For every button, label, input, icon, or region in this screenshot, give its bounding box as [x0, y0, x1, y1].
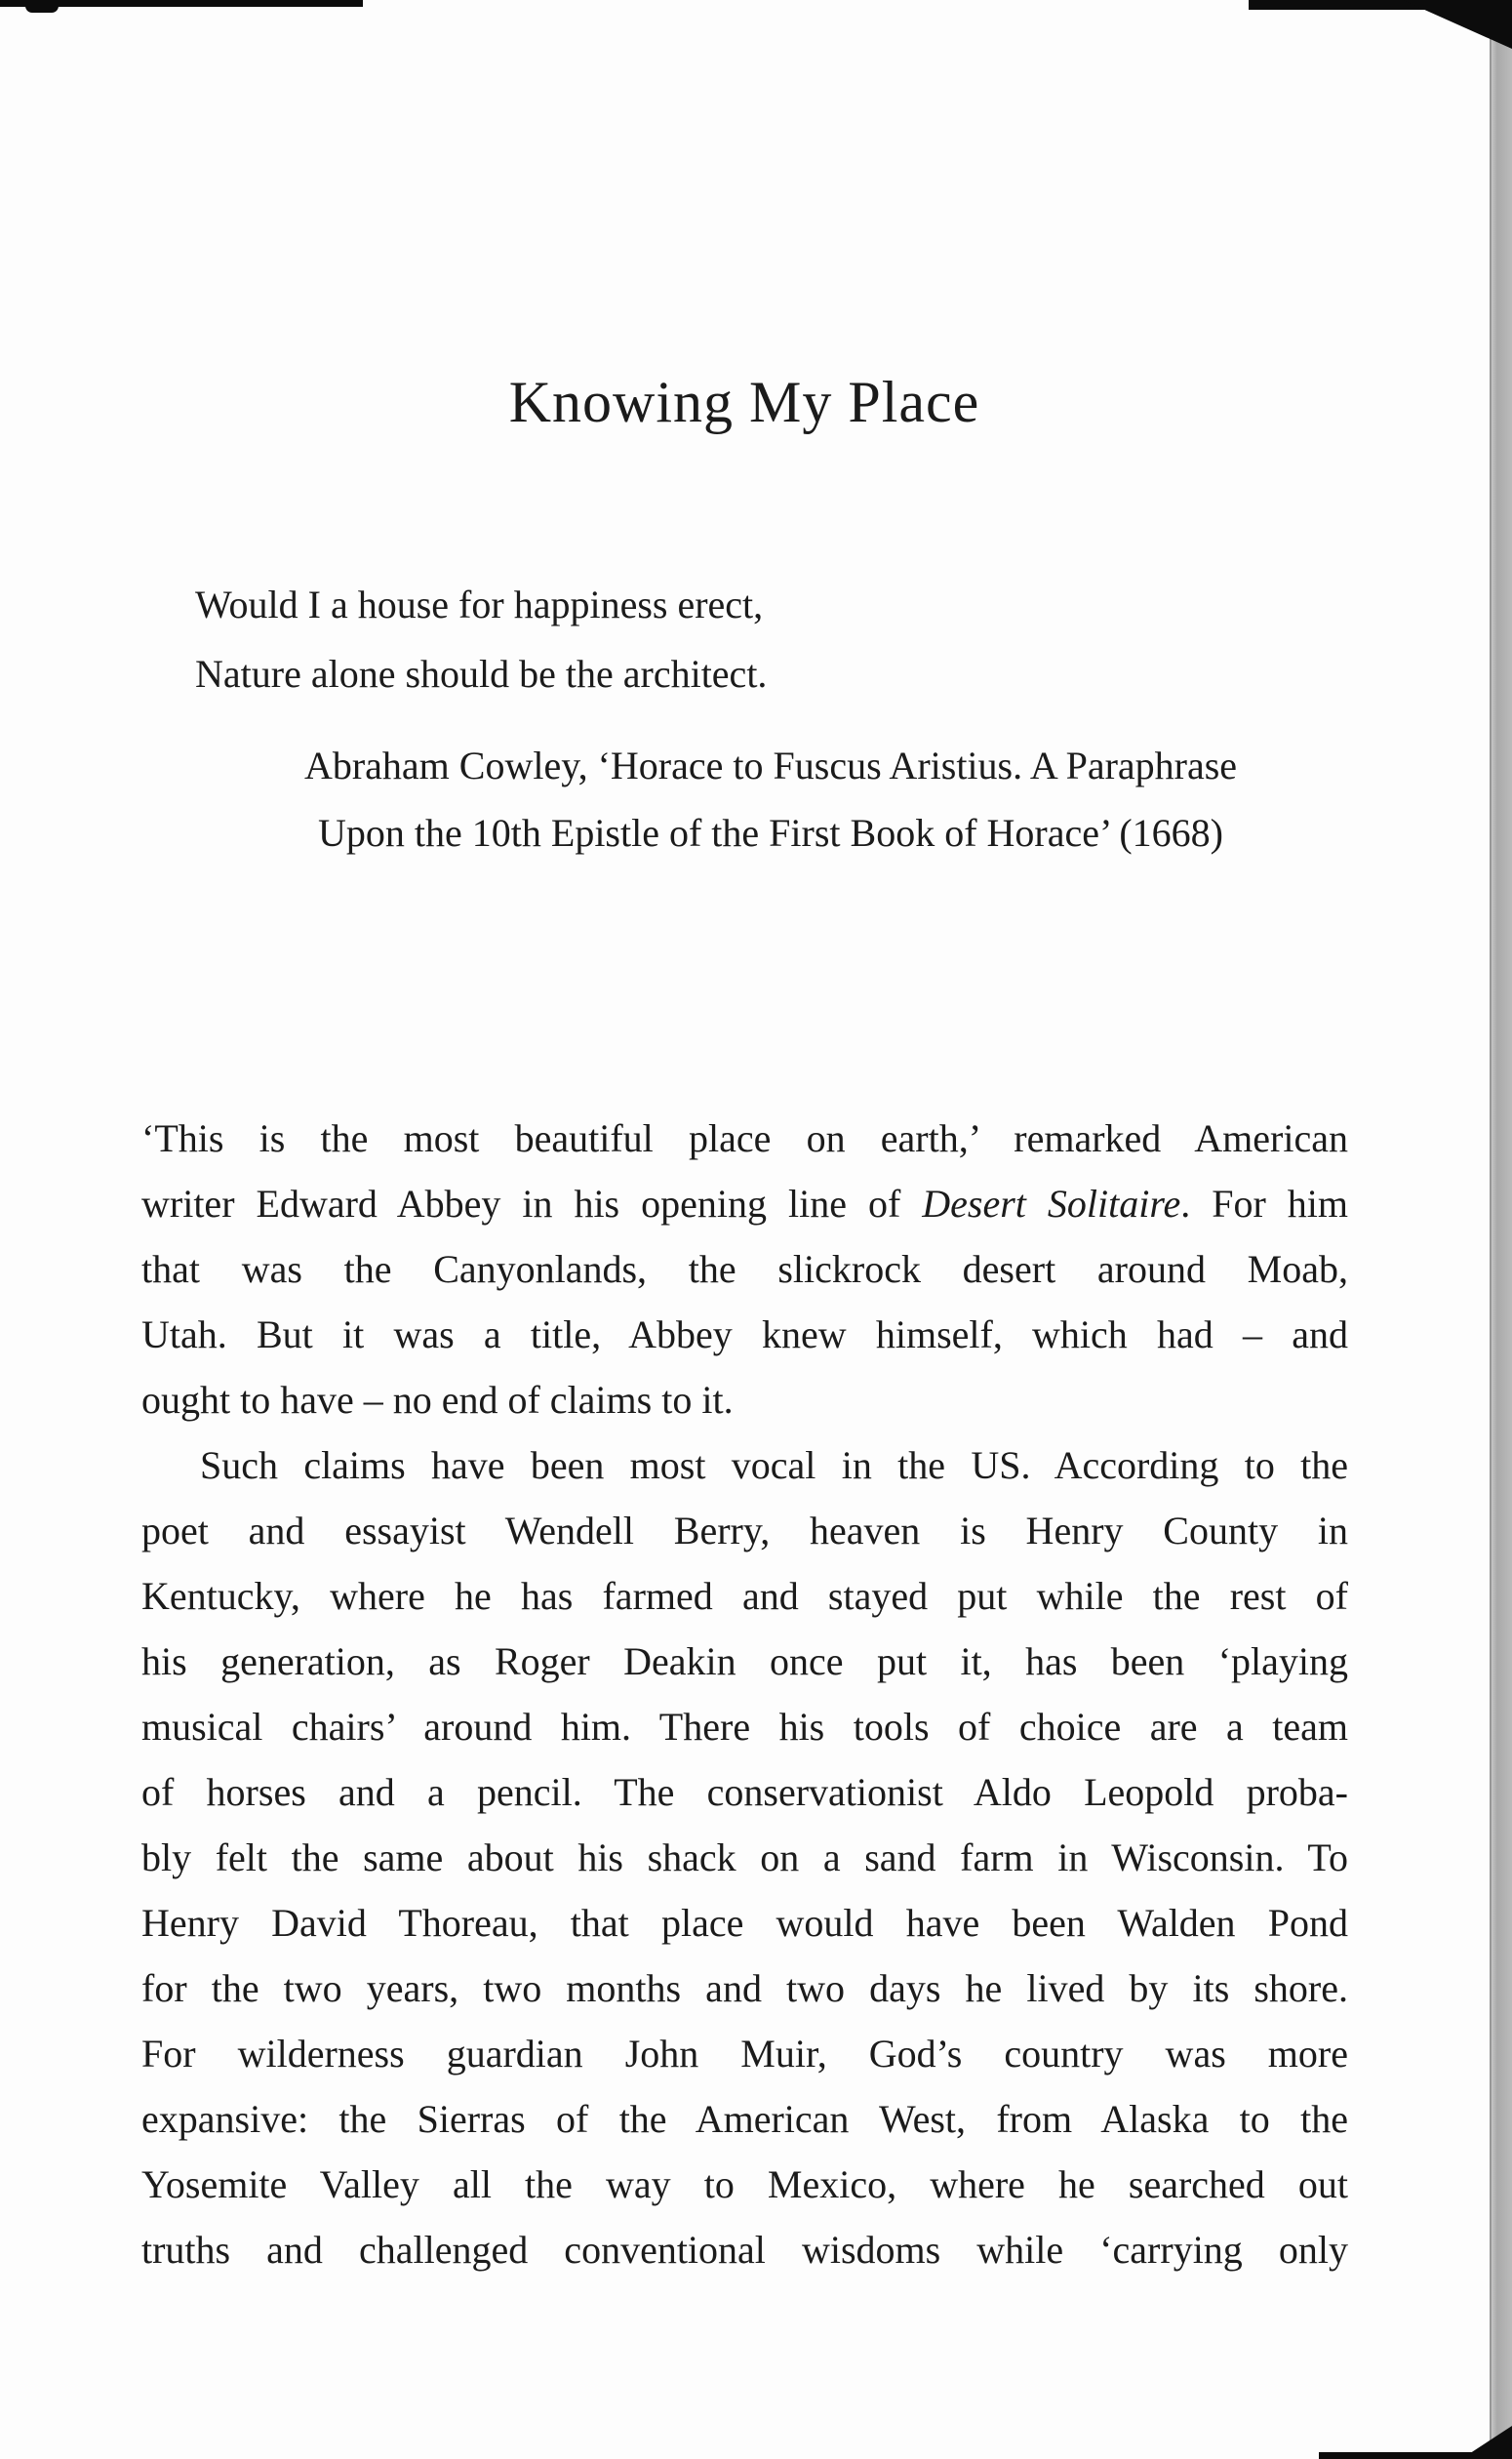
body-text-line: musical chairs’ around him. There his tools of choice are a team — [141, 1705, 1348, 1749]
scan-artifact-blob — [25, 0, 59, 13]
attribution-line: Abraham Cowley, ‘Horace to Fuscus Aristius. A Paraphrase — [303, 744, 1238, 787]
attribution-line: Upon the 10th Epistle of the First Book of Horace’ (1668) — [318, 811, 1223, 855]
body-text-line: Utah. But it was a title, Abbey knew himself, which had – and — [141, 1312, 1348, 1356]
body-text-line: poet and essayist Wendell Berry, heaven is Henry County in — [141, 1509, 1348, 1552]
body-text-line: that was the Canyonlands, the slickrock desert around Moab, — [141, 1247, 1348, 1291]
epigraph-poem — [195, 570, 1346, 708]
body-text-line: bly felt the same about his shack on a sand farm in Wisconsin. To — [141, 1835, 1348, 1879]
body-text-line: Yosemite Valley all the way to Mexico, where he searched out — [141, 2162, 1348, 2206]
body-text-line: Henry David Thoreau, that place would have been Walden Pond — [141, 1901, 1348, 1945]
epigraph-attribution — [195, 732, 1346, 867]
body-text-line: ought to have – no end of claims to it. — [141, 1378, 734, 1422]
body-text-line: expansive: the Sierras of the American West, from Alaska to the — [141, 2097, 1348, 2141]
body-text-line: Such claims have been most vocal in the US. According to the — [200, 1443, 1348, 1487]
poem-line: Would I a house for happiness erect, — [195, 583, 764, 626]
body-text-line: ‘This is the most beautiful place on earth,’ remarked American — [141, 1116, 1348, 1160]
body-text-line: his generation, as Roger Deakin once put it, has been ‘playing — [141, 1639, 1348, 1683]
body-text-line: of horses and a pencil. The conservationist Aldo Leopold proba- — [141, 1770, 1348, 1814]
poem-line: Nature alone should be the architect. — [195, 652, 768, 696]
page-edge-strip — [1490, 0, 1512, 2459]
chapter-title: Knowing My Place — [508, 370, 980, 434]
body-text — [141, 1106, 1348, 2282]
body-text-line: Kentucky, where he has farmed and stayed put while the rest of — [141, 1574, 1348, 1618]
body-text-line: for the two years, two months and two days he lived by its shore. — [141, 1966, 1348, 2010]
scan-artifact-bottom-right — [1319, 2452, 1512, 2459]
body-text-line: writer Edward Abbey in his opening line of Desert Solitaire. For him — [141, 1182, 1349, 1226]
body-text-line: truths and challenged conventional wisdoms while ‘carrying only — [141, 2228, 1348, 2272]
body-text-line: For wilderness guardian John Muir, God’s country was more — [141, 2032, 1348, 2076]
